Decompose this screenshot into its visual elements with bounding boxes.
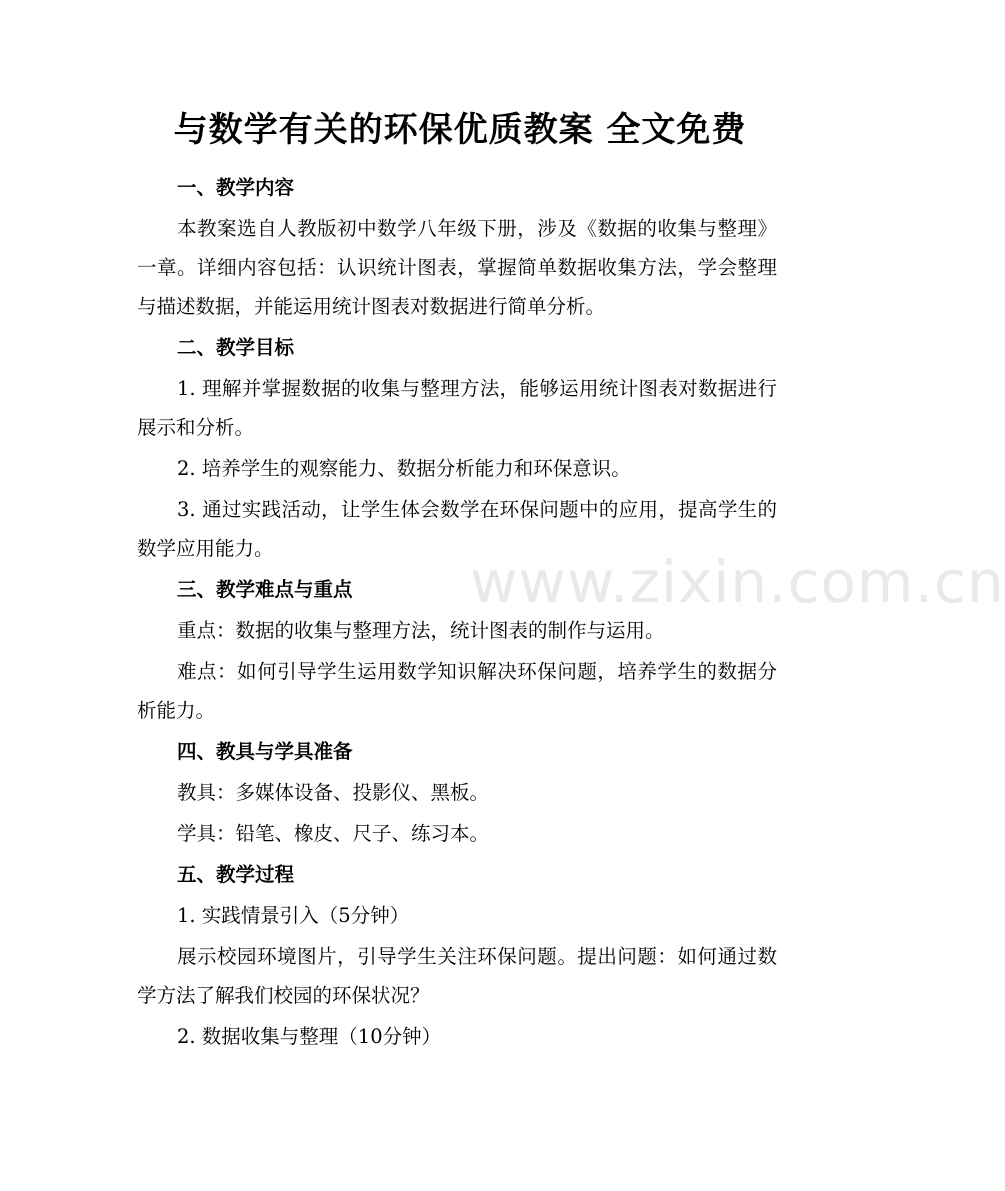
- paragraph: 本教案选自人教版初中数学八年级下册，涉及《数据的收集与整理》一章。详细内容包括：认识统计图表，掌握简单数据收集方法，学会整理与描述数据，并能运用统计图表对数据进行简单分析。: [137, 217, 777, 318]
- section-heading: 二、教学目标: [177, 336, 295, 359]
- document-body: [137, 168, 777, 1058]
- paragraph: 1. 实践情景引入（5分钟）: [177, 904, 410, 927]
- section-heading: 一、教学内容: [177, 176, 295, 199]
- document-title: 与数学有关的环保优质教案 全文免费: [173, 110, 747, 150]
- paragraph: 2. 培养学生的观察能力、数据分析能力和环保意识。: [177, 457, 631, 480]
- paragraph: 重点：数据的收集与整理方法，统计图表的制作与运用。: [177, 619, 665, 642]
- paragraph: 2. 数据收集与整理（10分钟）: [177, 1025, 442, 1048]
- watermark: www.zixin.com.cn: [470, 548, 1005, 616]
- paragraph: 教具：多媒体设备、投影仪、黑板。: [177, 781, 490, 804]
- section-heading: 四、教具与学具准备: [177, 740, 353, 763]
- paragraph: 展示校园环境图片，引导学生关注环保问题。提出问题：如何通过数学方法了解我们校园的环保状况？: [137, 945, 777, 1007]
- paragraph: 学具：铅笔、橡皮、尺子、练习本。: [177, 822, 490, 845]
- paragraph: 3. 通过实践活动，让学生体会数学在环保问题中的应用，提高学生的数学应用能力。: [137, 498, 777, 560]
- section-heading: 三、教学难点与重点: [177, 578, 353, 601]
- paragraph: 难点：如何引导学生运用数学知识解决环保问题，培养学生的数据分析能力。: [137, 660, 777, 722]
- section-heading: 五、教学过程: [177, 863, 295, 886]
- paragraph: 1. 理解并掌握数据的收集与整理方法，能够运用统计图表对数据进行展示和分析。: [137, 377, 777, 439]
